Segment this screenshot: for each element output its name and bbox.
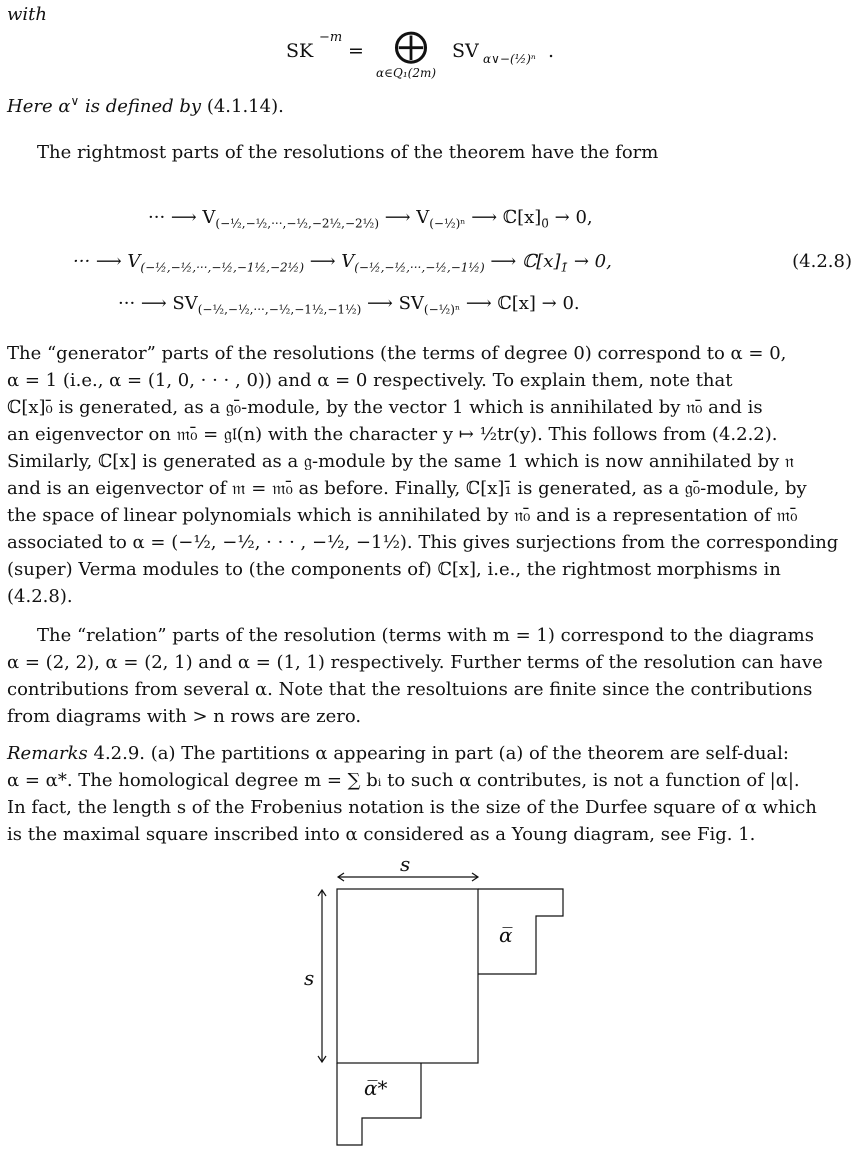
text-line: and is an eigenvector of 𝔪 = 𝔪₀̄ as before. Finally, ℂ[x]₁̄ is generated, as a 𝔤₀̄-module, by [7,478,807,499]
sk-end: . [548,40,555,62]
text-line: ℂ[x]₀̄ is generated, as a 𝔤₀̄-module, by the vector 1 which is annihilated by 𝔫₀̄ and is [7,397,763,418]
sk-lhs-sup: −m [319,30,343,45]
top-s-label: s [400,852,411,876]
alpha-bar-label: α̅ [499,923,513,947]
sk-eq: = [342,40,370,62]
sv-rhs-sub: α∨−(½)ⁿ [483,52,536,66]
equation-number: (4.2.8) [792,251,852,272]
intro-word: with [7,4,47,25]
eq-row-2: ··· ⟶ $V_{(-\frac{1}{2},-\frac{1}{2},\cdot\cdot\cdot,-\frac{1}{2},-1\frac{1}{2},-2\frac{1}{2})}$ ⟶ $V_{(-\frac{1}{2},-\frac{1}{2},\cdot\cdot\cdot,-\frac{1}{2},-1\frac{1}{2})}$ ⟶ $ℂ[x]_{1̄} \to 0$, [73,251,612,275]
sv-rhs: SV [452,40,479,62]
text-line: The “generator” parts of the resolutions (the terms of degree 0) correspond to α = 0, [7,343,787,364]
text-line: contributions from several α. Note that the resoltuions are finite since the contributions [7,679,813,700]
text-line: Similarly, ℂ[x] is generated as a 𝔤-module by the same 1 which is now annihilated by 𝔫 [7,451,794,472]
text-line: (4.2.8). [7,586,73,607]
text-line: from diagrams with > n rows are zero. [7,706,362,727]
left-s-label: s [304,966,315,990]
text-line: (super) Verma modules to (the components of) ℂ[x], i.e., the rightmost morphisms in [7,559,781,580]
alpha-bar-region [478,889,563,974]
eq-row-1: ··· ⟶ $V_{(-\frac{1}{2},-\frac{1}{2},\cdot\cdot\cdot,-\frac{1}{2},-2\frac{1}{2},-2\frac{1}{2})}$ ⟶ $V_{(-\frac{1}{2})^n}$ ⟶ $ℂ[x]_{0̄} \to 0$, [148,207,593,231]
text-line: α = (2, 2), α = (2, 1) and α = (1, 1) respectively. Further terms of the resolution can have [7,652,823,673]
direct-sum-index: α∈Q₁(2m) [376,66,437,80]
text-line: In fact, the length s of the Frobenius notation is the size of the Durfee square of α which [7,797,817,818]
text-line: the space of linear polynomials which is annihilated by 𝔫₀̄ and is a representation of 𝔪₀̄ [7,505,798,526]
text-line: The “relation” parts of the resolution (terms with m = 1) correspond to the diagrams [37,625,814,646]
direct-sum-symbol: ⨁ [394,26,428,66]
text-line: is the maximal square inscribed into α considered as a Young diagram, see Fig. 1. [7,824,756,845]
text-line: associated to α = (−½, −½, · · · , −½, −1½). This gives surjections from the corresponding [7,532,839,553]
text-line: α = α*. The homological degree m = ∑ bᵢ to such α contributes, is not a function of |α|. [7,770,800,791]
rightmost-line: The rightmost parts of the resolutions of the theorem have the form [37,142,659,163]
eq-row-3: ··· ⟶ $SV_{(-\frac{1}{2},-\frac{1}{2},\cdot\cdot\cdot,-\frac{1}{2},-1\frac{1}{2},-1\frac{1}{2})}$ ⟶ $SV_{(-\frac{1}{2})^n}$ ⟶ ℂ[x] → 0. [118,293,580,317]
alpha-bar-star-label: α̅* [364,1076,388,1100]
text-line: an eigenvector on 𝔪₀̄ = 𝔤𝔩(n) with the character y ↦ ½tr(y). This follows from (4.2.2). [7,424,778,445]
remarks-first-line: Remarks 4.2.9. (a) The partitions α appearing in part (a) of the theorem are self-dual: [7,743,789,764]
here-line: Here α∨ is defined by (4.1.14). [7,94,284,117]
sk-lhs: SK [286,40,314,62]
text-line: α = 1 (i.e., α = (1, 0, · · · , 0)) and α = 0 respectively. To explain them, note that [7,370,733,391]
durfee-square [337,889,478,1063]
